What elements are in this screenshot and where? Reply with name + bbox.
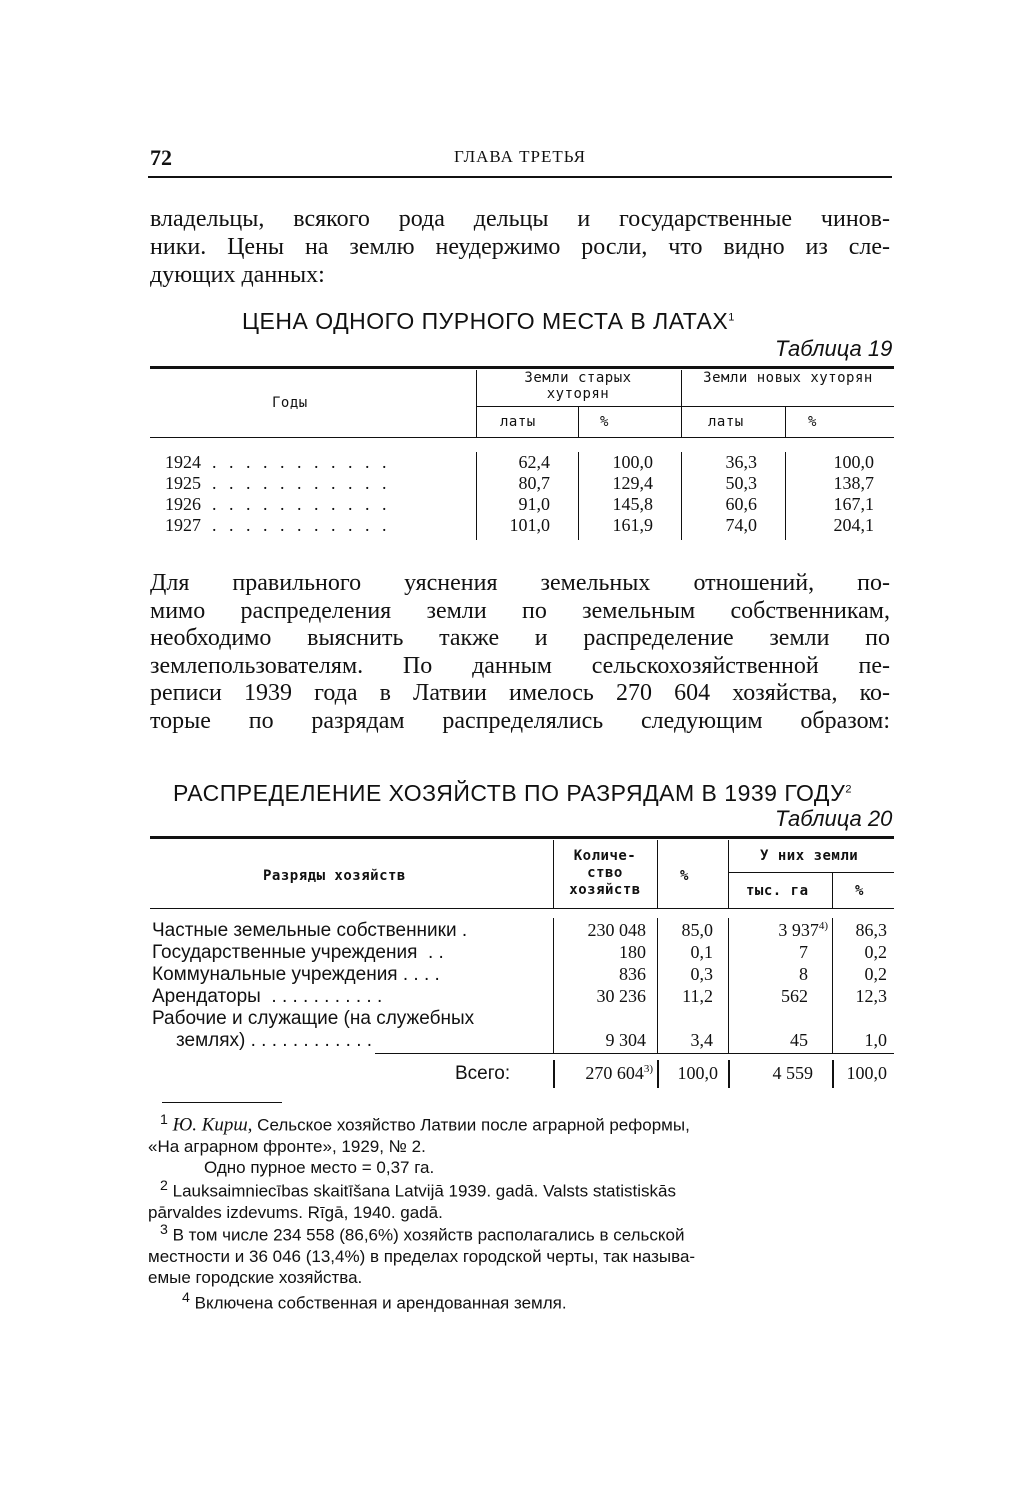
- footnote-3: $^3$ В том числе 234 558 (86,6%) хозяйств располагались в сельской местности и 36 046 (13,4%) в пределах городской черты, так называ- емые городские хозяйства.: [148, 1222, 696, 1287]
- pct-cell: 0,3: [690, 964, 713, 984]
- paragraph-1: [150, 205, 890, 289]
- land-pct-cell: 86,3: [855, 920, 887, 940]
- table19-vline: [785, 452, 786, 540]
- new-pct-cell: 204,1: [833, 515, 874, 535]
- table19-sub-lats: латы: [500, 414, 536, 430]
- new-lats-cell: 50,3: [725, 473, 757, 493]
- new-lats-cell: 60,6: [725, 494, 757, 514]
- table19-caption: ЦЕНА ОДНОГО ПУРНОГО МЕСТА В ЛАТАХ$^1$: [242, 308, 735, 334]
- count-cell: 9 304: [605, 1030, 646, 1050]
- table19-group-old: Земли старых хуторян: [524, 370, 632, 402]
- footnote-2: $^2$ Lauksaimniecības skaitīšana Latvijā 1939. gadā. Valsts statistiskās pārvaldes izdevums. Rīgā, 1940. gadā.: [148, 1178, 676, 1222]
- land-cell: 8: [799, 964, 808, 984]
- table20-vline: [657, 840, 658, 908]
- year-cell: 1926: [165, 494, 201, 514]
- footnote-ref: 2: [845, 783, 852, 796]
- text-line: дующих данных:: [150, 262, 325, 288]
- table20-vline: [832, 1060, 834, 1088]
- table19-sub-lats: латы: [708, 414, 744, 430]
- leader-dots: . . . . . . . . . . .: [212, 494, 391, 514]
- count-cell: 836: [619, 964, 646, 984]
- old-pct-cell: 100,0: [612, 452, 653, 472]
- text-line: владельцы, всякого рода дельцы и государственные чинов-: [150, 206, 890, 232]
- land-pct-cell: 12,3: [855, 986, 887, 1006]
- header-rule: [148, 176, 892, 178]
- table20-group-land: У них земли: [760, 848, 859, 864]
- footnote-ref: 1: [728, 311, 735, 324]
- category-cell-cont: землях) . . . . . . . . . . . .: [176, 1030, 373, 1051]
- category-cell: Арендаторы . . . . . . . . . . .: [152, 986, 383, 1007]
- land-pct-cell: 0,2: [864, 964, 887, 984]
- old-pct-cell: 161,9: [612, 515, 653, 535]
- table19-vline: [578, 452, 579, 540]
- table19-vline: [681, 370, 682, 437]
- table19-vline: [681, 452, 682, 540]
- table20-col-count: Количе- ство хозяйств: [569, 848, 641, 898]
- table20-vline: [832, 918, 833, 1054]
- text-line: Для правильного уяснения земельных отношений, по-: [150, 570, 890, 596]
- table20-header-rule: [150, 908, 894, 909]
- table20-vline: [657, 1060, 659, 1088]
- new-pct-cell: 167,1: [833, 494, 874, 514]
- table20-vline: [657, 918, 658, 1054]
- table19-number: Таблица 19: [775, 336, 893, 361]
- text-line: мимо распределения земли по земельным собственникам,: [150, 597, 890, 624]
- land-cell: 45: [790, 1030, 808, 1050]
- text-line: ники. Цены на землю неудержимо росли, что видно из сле-: [150, 234, 890, 260]
- new-lats-cell: 36,3: [725, 452, 757, 472]
- paragraph-2: [150, 570, 890, 735]
- text-line: реписи 1939 года в Латвии имелось 270 604 хозяйства, ко-: [150, 680, 890, 706]
- footnote-4: $^4$ Включена собственная и арендованная земля.: [182, 1290, 567, 1313]
- page-number: 72: [150, 145, 172, 170]
- total-land: 4 559: [772, 1063, 813, 1083]
- table19-vline: [476, 370, 477, 437]
- table20-vline: [728, 840, 729, 908]
- total-land-pct: 100,0: [846, 1063, 887, 1083]
- table19-sub-pct: %: [600, 414, 609, 430]
- pct-cell: 11,2: [682, 986, 713, 1006]
- pct-cell: 0,1: [690, 942, 713, 962]
- table20-vline: [553, 1060, 555, 1088]
- count-cell: 230 048: [587, 920, 646, 940]
- leader-dots: . . . . . . . . . . .: [212, 473, 391, 493]
- old-pct-cell: 129,4: [612, 473, 653, 493]
- total-label: Всего:: [455, 1063, 511, 1084]
- old-lats-cell: 62,4: [518, 452, 550, 472]
- land-pct-cell: 0,2: [864, 942, 887, 962]
- table20-sub-pct: %: [855, 883, 864, 899]
- footnote-1: $^1$ Ю. Кирш, Сельское хозяйство Латвии после аграрной реформы, «На аграрном фронте», 1929, № 2. Одно пурное место = 0,37 га.: [148, 1112, 690, 1177]
- footnote-rule: [162, 1102, 282, 1103]
- new-pct-cell: 138,7: [833, 473, 874, 493]
- table20-sub-tha: тыс. га: [746, 883, 809, 899]
- category-cell: Коммунальные учреждения . . . .: [152, 964, 440, 985]
- table20-vline: [728, 1060, 730, 1088]
- old-pct-cell: 145,8: [612, 494, 653, 514]
- table19-subhead-rule: [476, 406, 894, 407]
- table19-vline: [785, 407, 786, 437]
- table20-top-rule: [150, 836, 894, 839]
- old-lats-cell: 80,7: [518, 473, 550, 493]
- chapter-title: ГЛАВА ТРЕТЬЯ: [454, 147, 586, 166]
- table20-vline: [553, 840, 554, 908]
- category-cell: Частные земельные собственники .: [152, 920, 468, 941]
- table20-vline: [832, 873, 833, 908]
- land-cell: 7: [799, 942, 808, 962]
- leader-dots: . . . . . . . . . . .: [212, 452, 391, 472]
- year-cell: 1925: [165, 473, 201, 493]
- year-cell: 1927: [165, 515, 201, 535]
- table20-number: Таблица 20: [775, 806, 893, 831]
- total-count: 270 604$^{3)}$: [585, 1063, 653, 1083]
- text-line: торые по разрядам распределялись следующим образом:: [150, 707, 890, 734]
- count-cell: 30 236: [596, 986, 646, 1006]
- category-cell: Рабочие и служащие (на служебных: [152, 1008, 475, 1029]
- pct-cell: 3,4: [690, 1030, 713, 1050]
- text-line: необходимо выяснить также и распределение земли по: [150, 625, 890, 651]
- table20-col-pct: %: [680, 868, 689, 884]
- table19-group-new: Земли новых хуторян: [703, 370, 873, 386]
- table20-col-category: Разряды хозяйств: [263, 868, 406, 884]
- land-cell: 3 937$^{4)}$: [778, 920, 828, 940]
- table19-header-rule: [150, 437, 894, 438]
- table20-caption: РАСПРЕДЕЛЕНИЕ ХОЗЯЙСТВ ПО РАЗРЯДАМ В 1939 ГОДУ$^2$: [173, 780, 852, 806]
- count-cell: 180: [619, 942, 646, 962]
- land-pct-cell: 1,0: [864, 1030, 887, 1050]
- new-lats-cell: 74,0: [725, 515, 757, 535]
- table20-total-rule: [375, 1053, 894, 1054]
- leader-dots: . . . . . . . . . . .: [212, 515, 391, 535]
- category-cell: Государственные учреждения . .: [152, 942, 444, 963]
- old-lats-cell: 101,0: [509, 515, 550, 535]
- table19-top-rule: [150, 366, 894, 369]
- table20-subhead-rule: [728, 872, 894, 873]
- table20-vline: [553, 918, 554, 1054]
- text-line: землепользователям. По данным сельскохозяйственной пе-: [150, 652, 890, 679]
- total-pct: 100,0: [677, 1063, 718, 1083]
- pct-cell: 85,0: [681, 920, 713, 940]
- table19-vline: [578, 407, 579, 437]
- table19-sub-pct: %: [808, 414, 817, 430]
- table19-vline: [476, 452, 477, 540]
- table19-col-years: Годы: [272, 395, 308, 411]
- land-cell: 562: [781, 986, 808, 1006]
- new-pct-cell: 100,0: [833, 452, 874, 472]
- old-lats-cell: 91,0: [518, 494, 550, 514]
- year-cell: 1924: [165, 452, 201, 472]
- table20-vline: [728, 918, 729, 1054]
